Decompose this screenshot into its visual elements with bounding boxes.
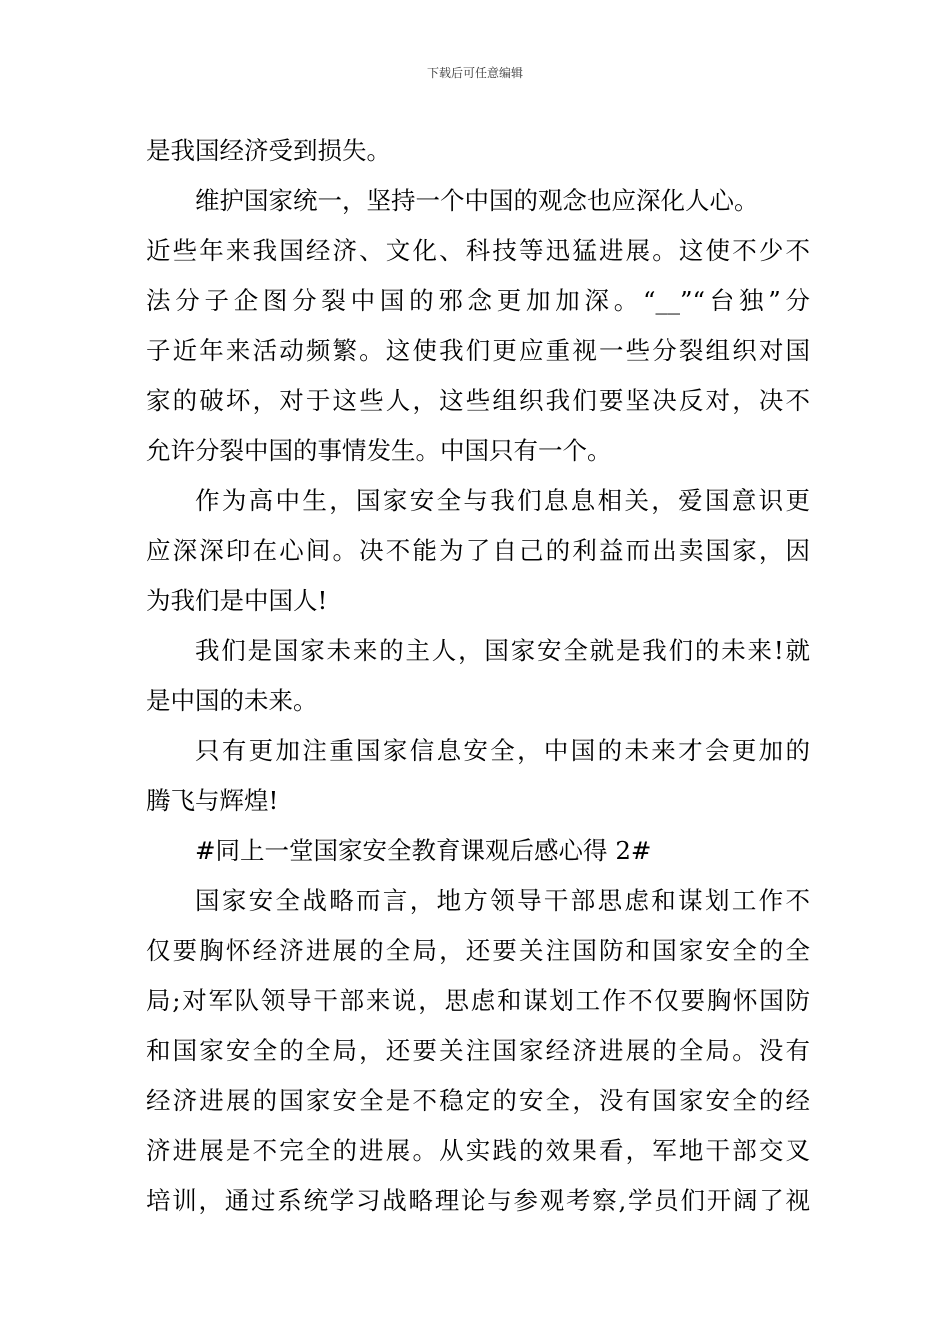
text-line: 是中国的未来。 [146,686,318,715]
text-line: 法分子企图分裂中国的邪念更加加深。“__”“台独”分 [146,286,810,315]
text-line: 家的破坏，对于这些人，这些组织我们要坚决反对，决不 [146,386,810,415]
text-line: 允许分裂中国的事情发生。中国只有一个。 [146,436,612,465]
text-line: 济进展是不完全的进展。从实践的效果看，军地干部交叉 [146,1136,810,1165]
text-line: #同上一堂国家安全教育课观后感心得 2# [195,836,652,865]
text-line: 近些年来我国经济、文化、科技等迅猛进展。这使不少不 [146,236,810,265]
text-line: 仅要胸怀经济进展的全局，还要关注国防和国家安全的全 [146,936,810,965]
text-line: 子近年来活动频繁。这使我们更应重视一些分裂组织对国 [146,336,810,365]
text-line: 维护国家统一，坚持一个中国的观念也应深化人心。 [195,186,759,215]
document-body [146,126,810,1226]
page-header: 下载后可任意编辑 [426,66,523,80]
text-line: 和国家安全的全局，还要关注国家经济进展的全局。没有 [146,1036,810,1065]
text-line: 培训，通过系统学习战略理论与参观考察,学员们开阔了视 [146,1186,810,1215]
text-line: 只有更加注重国家信息安全，中国的未来才会更加的 [195,736,810,765]
text-line: 我们是国家未来的主人，国家安全就是我们的未来!就 [195,636,810,665]
text-line: 腾飞与辉煌! [146,786,279,815]
text-line: 为我们是中国人! [146,586,328,615]
text-line: 经济进展的国家安全是不稳定的安全，没有国家安全的经 [146,1086,810,1115]
text-line: 局;对军队领导干部来说，思虑和谋划工作不仅要胸怀国防 [146,986,810,1015]
text-line: 作为高中生，国家安全与我们息息相关，爱国意识更 [195,486,810,515]
text-line: 国家安全战略而言，地方领导干部思虑和谋划工作不 [195,886,810,915]
text-line: 应深深印在心间。决不能为了自己的利益而出卖国家，因 [146,536,810,565]
text-line: 是我国经济受到损失。 [146,136,391,165]
